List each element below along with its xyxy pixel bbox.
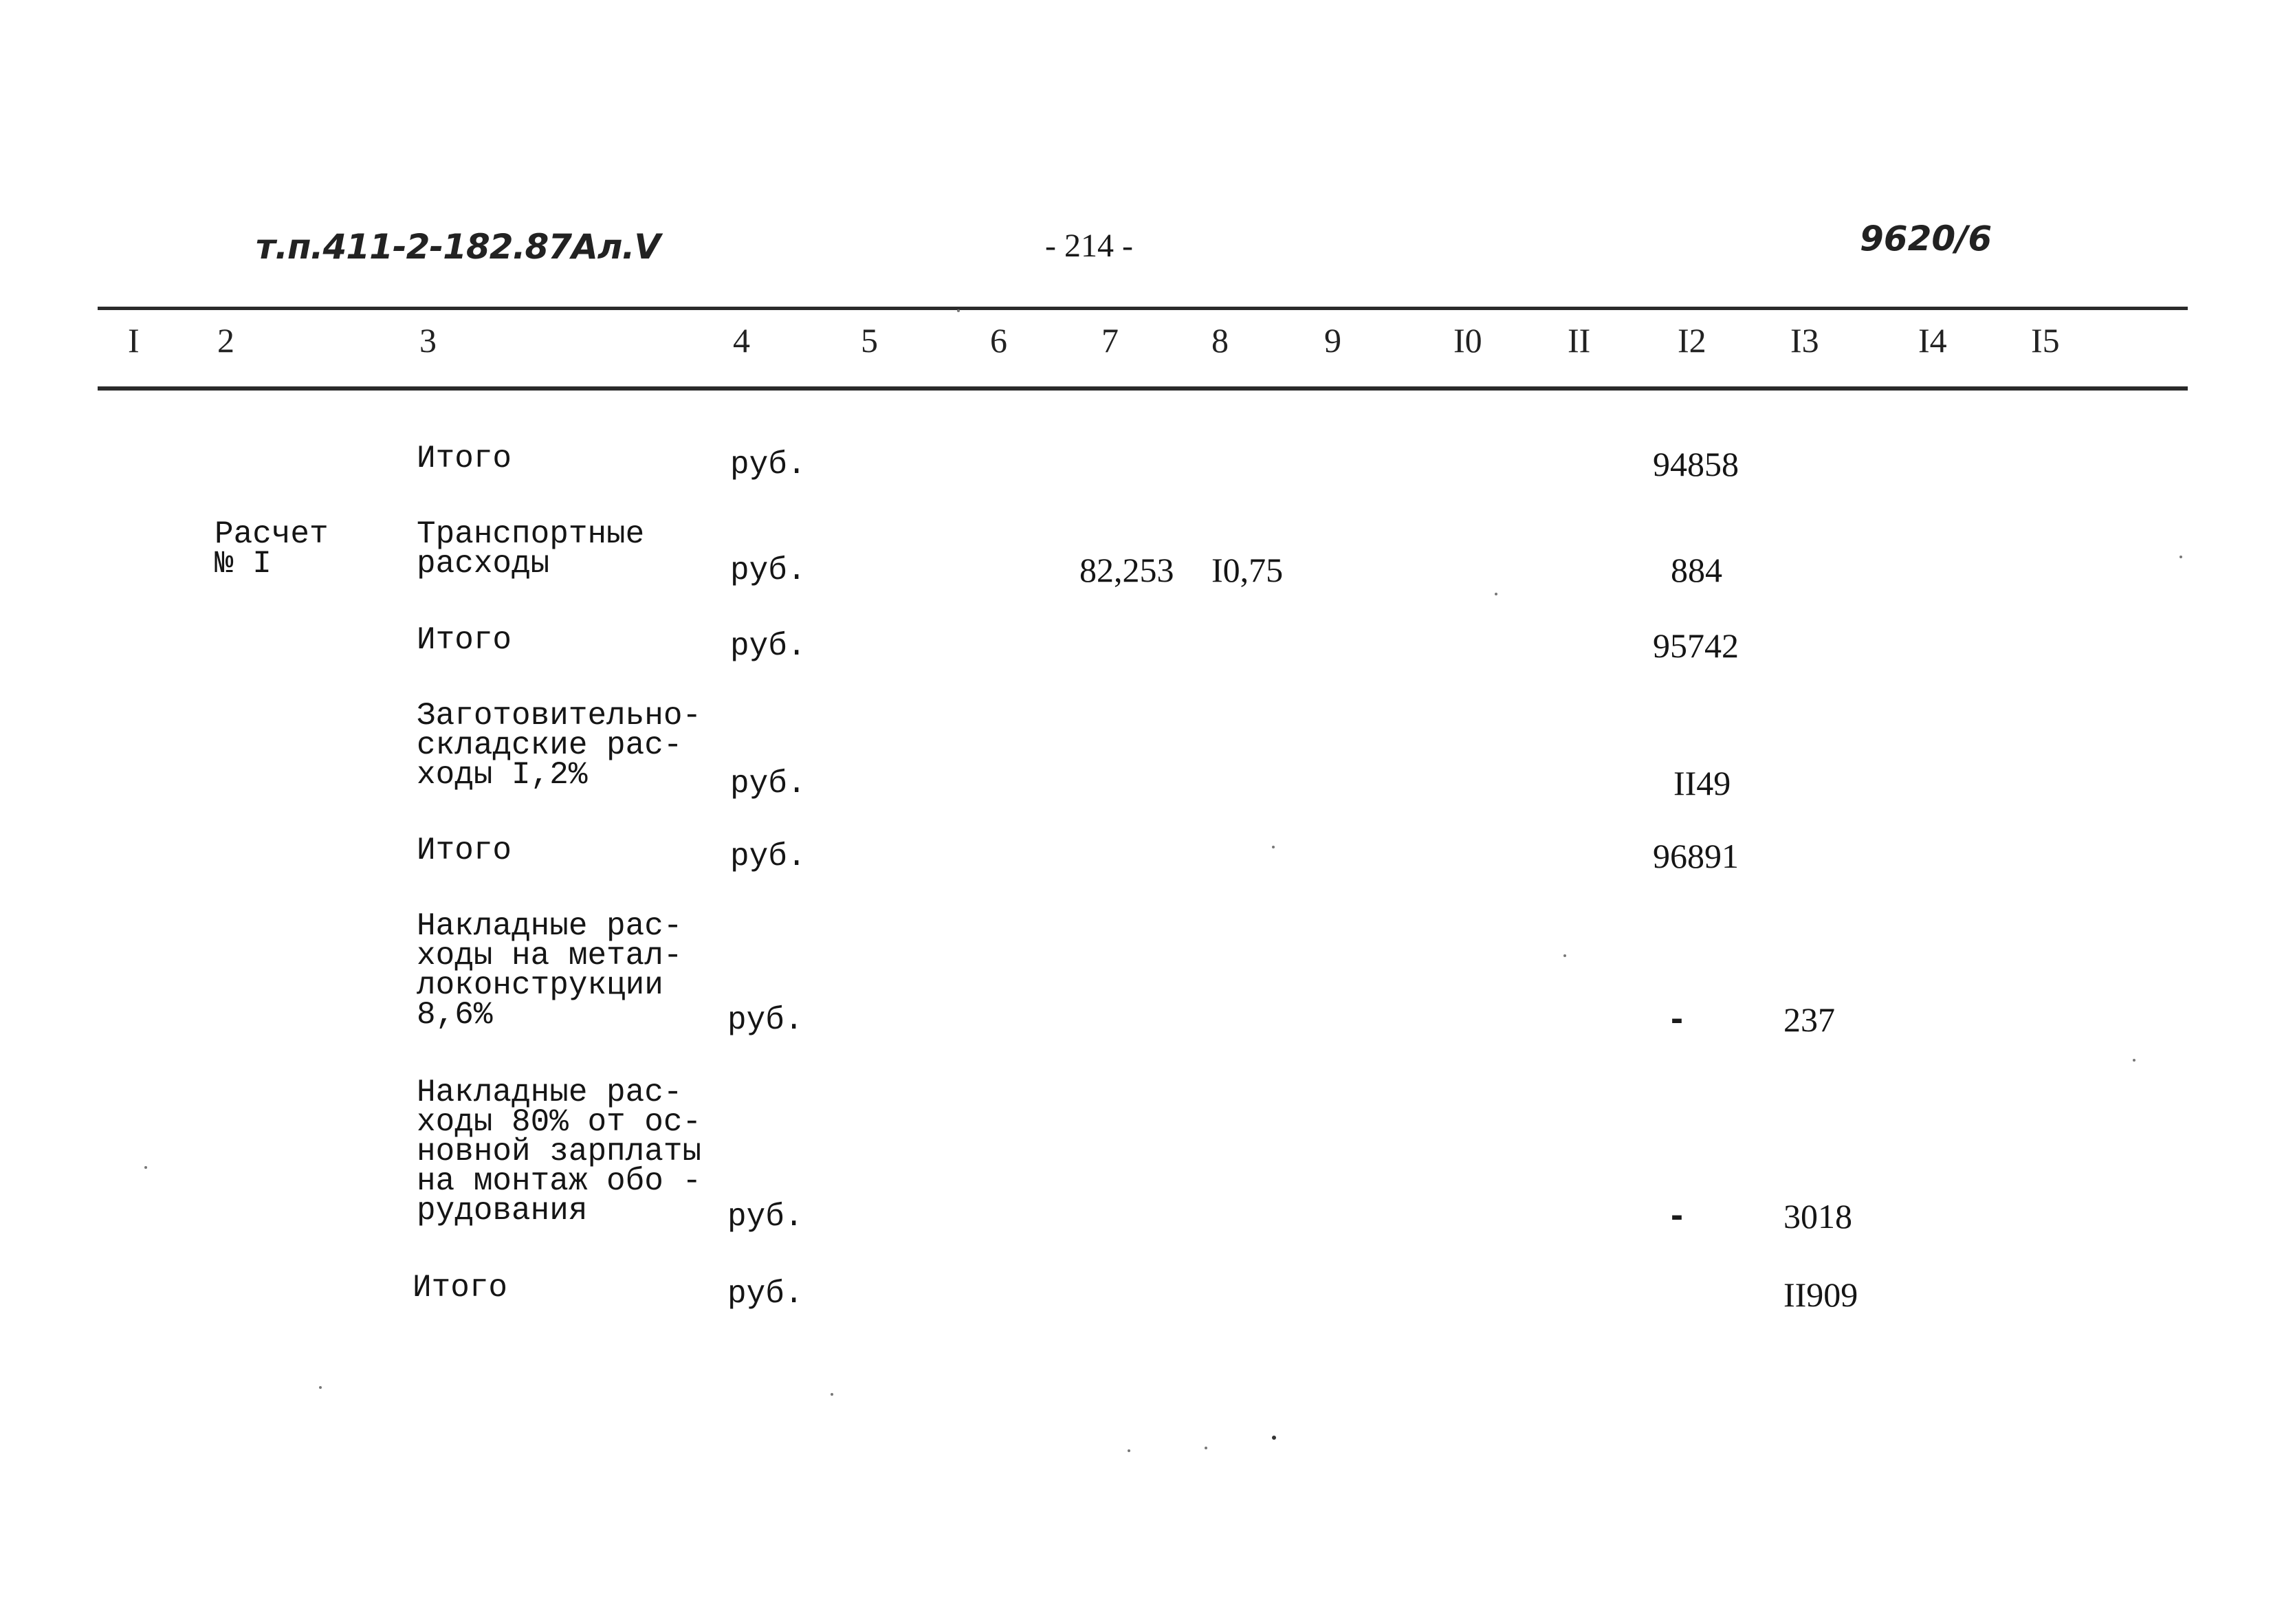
column-number: I5 <box>2031 321 2060 360</box>
item-name: Заготовительно- складские рас- ходы I,2% <box>417 698 702 793</box>
column-number: 2 <box>217 321 234 360</box>
column-number: 5 <box>861 321 878 360</box>
unit: руб. <box>730 628 806 664</box>
column-number: 6 <box>990 321 1007 360</box>
item-name: Итого <box>417 441 512 476</box>
column-number: 3 <box>419 321 437 360</box>
column-number: 8 <box>1211 321 1229 360</box>
item-name: Итого <box>417 833 512 868</box>
sheet-code: 9620/6 <box>1860 219 1992 259</box>
unit: руб. <box>730 766 806 802</box>
document-code: т.п.411-2-182.87Ал.V <box>256 227 661 267</box>
item-name: Накладные рас- ходы на метал- локонструкции 8,6% <box>417 908 683 1033</box>
item-name: Итого <box>413 1270 508 1306</box>
column-number: 7 <box>1101 321 1119 360</box>
column-number: I <box>128 321 140 360</box>
calculation-basis: Расчет № I <box>215 516 329 582</box>
column-number: I3 <box>1790 321 1819 360</box>
column-7-value: 82,253 <box>1079 551 1174 589</box>
item-name: Итого <box>417 622 512 658</box>
column-number: I2 <box>1678 321 1706 360</box>
unit: руб. <box>730 553 806 589</box>
column-13-value: 3018 <box>1783 1197 1852 1236</box>
column-13-value: II909 <box>1783 1275 1858 1314</box>
column-number: I4 <box>1918 321 1947 360</box>
table-top-rule <box>98 307 2188 310</box>
column-12-value: 95742 <box>1653 626 1739 665</box>
unit: руб. <box>727 1002 804 1038</box>
column-12-value: 884 <box>1671 551 1722 589</box>
column-12-value: - <box>1671 998 1683 1039</box>
unit: руб. <box>730 839 806 875</box>
item-name: Накладные рас- ходы 80% от ос- новной зарплаты на монтаж обо - рудования <box>417 1075 702 1229</box>
column-13-value: 237 <box>1783 1000 1835 1039</box>
unit: руб. <box>727 1199 804 1235</box>
unit: руб. <box>727 1276 804 1312</box>
column-number: I0 <box>1453 321 1482 360</box>
column-number: II <box>1568 321 1591 360</box>
item-name: Транспортные расходы <box>417 516 645 582</box>
column-12-value: II49 <box>1673 764 1731 802</box>
column-12-value: 94858 <box>1653 445 1739 483</box>
page-number: - 214 - <box>1045 228 1133 264</box>
column-number: 9 <box>1324 321 1341 360</box>
column-number: 4 <box>733 321 750 360</box>
column-8-value: I0,75 <box>1211 551 1284 589</box>
column-12-value: 96891 <box>1653 837 1739 875</box>
table-header-bottom-rule <box>98 386 2188 391</box>
unit: руб. <box>730 447 806 483</box>
column-12-value: - <box>1671 1194 1683 1236</box>
